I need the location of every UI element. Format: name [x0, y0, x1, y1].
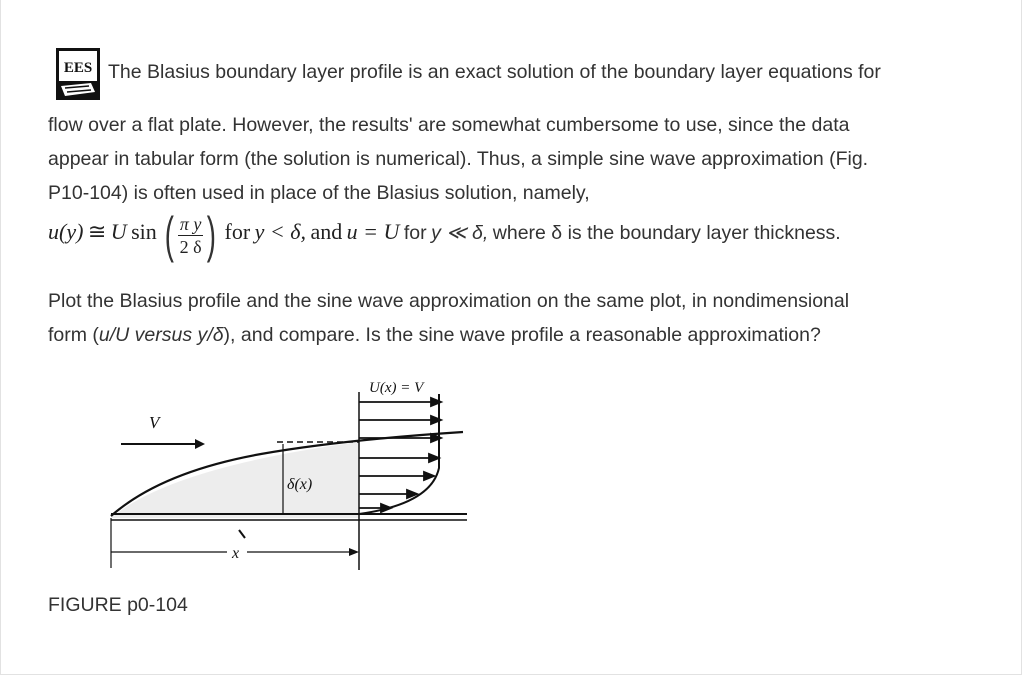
- eq-approx: ≅: [87, 219, 107, 245]
- eq-U: U: [110, 219, 127, 245]
- eq-lhs: u(y): [48, 219, 84, 245]
- problem-line-6: Plot the Blasius profile and the sine wave approximation on the same plot, in nondimensional: [48, 290, 850, 312]
- label-V: V: [149, 413, 160, 432]
- problem-line-7: [48, 318, 821, 352]
- eq-for: for: [224, 219, 251, 245]
- problem-line-3: appear in tabular form (the solution is numerical). Thus, a simple sine wave approximation (Fig.: [48, 148, 869, 170]
- eq-condition-2: u = U: [346, 219, 400, 245]
- eq-left-paren: (: [164, 207, 175, 263]
- eq-tail-for: for: [403, 222, 427, 245]
- label-Ux: U(x) = V: [369, 380, 424, 396]
- label-x: x: [232, 545, 240, 562]
- x-indicator-mark: [239, 530, 245, 538]
- boundary-layer-figure: [101, 372, 481, 572]
- label-delta: δ(x): [287, 476, 313, 493]
- line7-pre: form (: [48, 324, 99, 346]
- boundary-layer-region: [111, 442, 359, 518]
- ees-software-icon: [55, 46, 101, 102]
- line7-italic: u/U versus y/δ: [98, 324, 224, 346]
- velocity-arrows: [359, 398, 441, 512]
- eq-tail-text: where δ is the boundary layer thickness.: [492, 222, 841, 245]
- eq-denominator: 2 δ: [179, 236, 202, 257]
- eq-condition-1: y < δ,: [254, 219, 306, 245]
- eq-tail-condition: y ≪ δ,: [431, 222, 489, 245]
- ees-icon-text: EES: [63, 60, 93, 76]
- velocity-profile-curve: [359, 394, 439, 514]
- problem-line-4: P10-104) is often used in place of the Blasius solution, namely,: [48, 182, 590, 204]
- eq-and: and: [310, 219, 343, 245]
- sine-approximation-equation: [48, 207, 841, 280]
- problem-line-1: The Blasius boundary layer profile is an exact solution of the boundary layer equations for: [108, 61, 881, 83]
- eq-numerator: π y: [179, 213, 202, 234]
- figure-caption: FIGURE p0-104: [48, 594, 188, 616]
- eq-right-paren: ): [207, 207, 217, 263]
- line7-post: ), and compare. Is the sine wave profile a reasonable approximation?: [223, 324, 821, 346]
- eq-fraction: [178, 215, 204, 256]
- eq-sin: sin: [131, 219, 157, 245]
- problem-line-2: flow over a flat plate. However, the results' are somewhat cumbersome to use, since the data: [48, 114, 850, 136]
